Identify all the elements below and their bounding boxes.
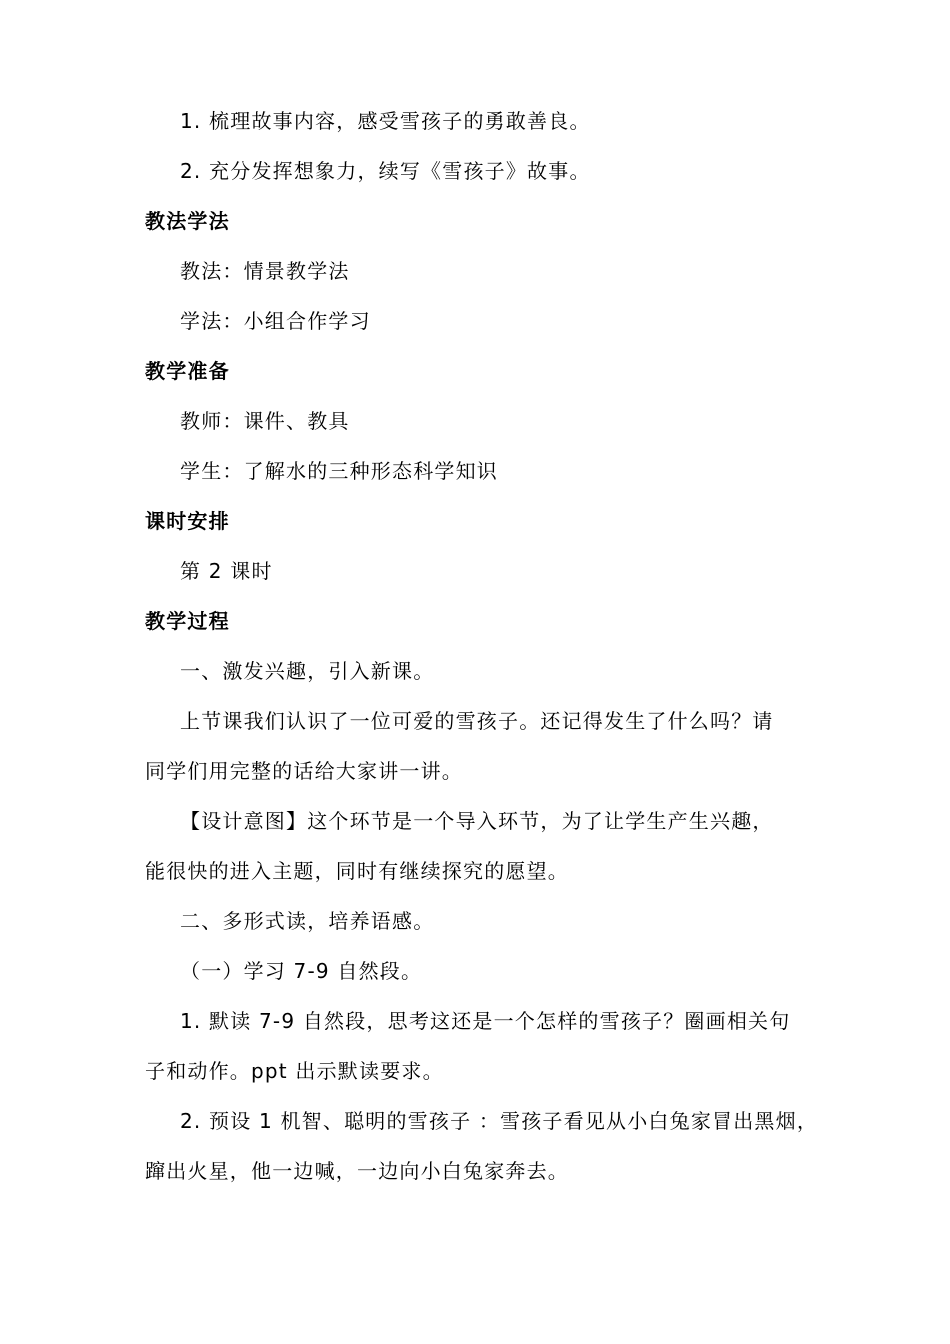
teaching-method: 教法：情景教学法 — [180, 259, 350, 283]
design-intent-line-1: 【设计意图】这个环节是一个导入环节，为了让学生产生兴趣， — [180, 809, 774, 833]
substep-1-title: （一）学习 7-9 自然段。 — [180, 959, 423, 983]
item-1-line-1: 1. 默读 7-9 自然段，思考这还是一个怎样的雪孩子？圈画相关句 — [180, 1009, 791, 1033]
step-1-text-line-2: 同学们用完整的话给大家讲一讲。 — [145, 759, 463, 783]
objective-1: 1. 梳理故事内容，感受雪孩子的勇敢善良。 — [180, 109, 591, 133]
heading-schedule: 课时安排 — [145, 509, 230, 533]
heading-process: 教学过程 — [145, 609, 230, 633]
objective-2: 2. 充分发挥想象力，续写《雪孩子》故事。 — [180, 159, 591, 183]
item-1-line-2: 子和动作。ppt 出示默读要求。 — [145, 1059, 444, 1083]
teacher-preparation: 教师：课件、教具 — [180, 409, 350, 433]
step-1-text-line-1: 上节课我们认识了一位可爱的雪孩子。还记得发生了什么吗？请 — [180, 709, 774, 733]
item-2-line-1: 2. 预设 1 机智、聪明的雪孩子 ：雪孩子看见从小白兔家冒出黑烟， — [180, 1109, 819, 1133]
student-preparation: 学生：了解水的三种形态科学知识 — [180, 459, 498, 483]
step-2-title: 二、多形式读，培养语感。 — [180, 909, 435, 933]
lesson-number: 第 2 课时 — [180, 559, 273, 583]
heading-methods: 教法学法 — [145, 209, 230, 233]
step-1-title: 一、激发兴趣，引入新课。 — [180, 659, 435, 683]
learning-method: 学法：小组合作学习 — [180, 309, 371, 333]
design-intent-line-2: 能很快的进入主题，同时有继续探究的愿望。 — [145, 859, 569, 883]
heading-preparation: 教学准备 — [145, 359, 230, 383]
item-2-line-2: 蹿出火星，他一边喊，一边向小白兔家奔去。 — [145, 1159, 569, 1183]
